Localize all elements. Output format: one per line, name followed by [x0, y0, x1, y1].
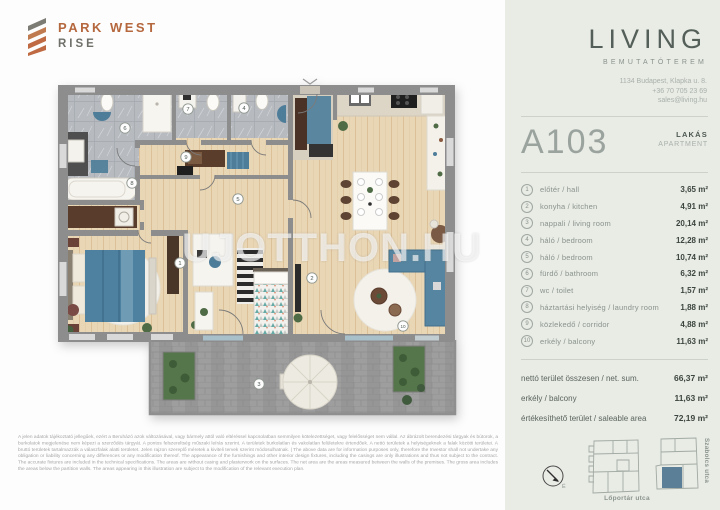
room-label: közlekedő / corridor: [540, 319, 610, 329]
plant: [142, 323, 152, 333]
divider: [521, 172, 708, 173]
email-line: sales@living.hu: [657, 97, 707, 104]
summary-row: [521, 388, 708, 408]
entry-wardrobe: [295, 98, 307, 150]
room-list-row: [521, 198, 708, 215]
room-area: 1,88 m²: [680, 302, 708, 312]
tv-board: [295, 264, 301, 312]
highlighted-unit: [662, 467, 682, 488]
room-area: 10,74 m²: [675, 252, 708, 262]
room-area: 12,28 m²: [675, 235, 708, 245]
room-number-badge: 2: [521, 201, 533, 213]
room-number-marker: [181, 152, 191, 162]
room-label: konyha / kitchen: [540, 202, 598, 212]
room-number-marker: [254, 379, 264, 389]
room-label: wc / toilet: [540, 286, 574, 296]
armchair-small: [67, 304, 79, 316]
room-list: [521, 182, 708, 350]
coffee-table: [389, 304, 401, 316]
room-label: erkély / balcony: [540, 336, 596, 346]
room-label: háló / bedroom: [540, 252, 593, 262]
entry-door: [300, 86, 320, 94]
apartment-type-en: APARTMENT: [658, 140, 708, 148]
room-list-row: [521, 316, 708, 333]
room-number-marker: [120, 123, 130, 133]
room-number-badge: 4: [521, 234, 533, 246]
room-list-row: [521, 215, 708, 232]
summary-label: értékesíthető terület / saleable area: [521, 413, 647, 423]
desk-chair: [209, 256, 221, 268]
divider: [521, 359, 708, 360]
site-building-left: [589, 440, 639, 493]
room-area: 4,91 m²: [680, 202, 708, 212]
room-list-row: [521, 232, 708, 249]
toilet: [101, 93, 113, 111]
room-number-marker: [127, 178, 137, 188]
floor-plan: [55, 73, 460, 422]
room-list-row: [521, 282, 708, 299]
apartment-type: [658, 130, 708, 148]
runner-rug: [227, 152, 249, 169]
svg-text:6: 6: [123, 126, 127, 132]
summary-value: 66,37 m²: [673, 373, 708, 384]
svg-text:3: 3: [257, 382, 261, 388]
showroom-address: [521, 77, 707, 106]
summary-row: [521, 408, 708, 428]
area-summary: [521, 368, 708, 428]
nightstand: [67, 238, 79, 247]
svg-text:7: 7: [186, 107, 190, 113]
svg-text:4: 4: [242, 106, 246, 112]
showroom-name: LIVING: [588, 24, 707, 54]
toilet-2: [256, 93, 268, 110]
phone-line: +36 70 705 23 69: [652, 87, 707, 95]
bed-small: [254, 284, 288, 338]
room-label: nappali / living room: [540, 218, 611, 228]
compass-label: É: [562, 484, 566, 490]
room-area: 11,63 m²: [676, 336, 708, 346]
apartment-header: [505, 117, 720, 162]
room-label: előtér / hall: [540, 185, 580, 195]
plant: [294, 314, 303, 323]
address-line: 1134 Budapest, Klapka u. 8.: [619, 78, 707, 85]
room-number-marker: [398, 321, 408, 331]
street-label-right: Szabolcs utca: [703, 438, 710, 484]
room-number-badge: 8: [521, 301, 533, 313]
room-label: háztartási helyiség / laundry room: [540, 302, 659, 312]
room-number-badge: 7: [521, 285, 533, 297]
plant: [338, 121, 348, 131]
shoe-cabinet: [309, 144, 333, 157]
wc-toilet: [207, 94, 219, 111]
room-number-badge: 6: [521, 268, 533, 280]
room-number-badge: 10: [521, 335, 533, 347]
plant: [402, 395, 412, 405]
room-number-marker: [307, 273, 317, 283]
bed-large: [85, 250, 145, 322]
street-label-bottom: Lőportár utca: [604, 495, 650, 502]
summary-label: erkély / balcony: [521, 393, 577, 403]
disclaimer-text: A jelen adatok tájékoztató jellegűek, ezért a Beruházó azok változásával, vagy bármely attól való eltéréssel kapcsolatban semmilyen kötelezettséget, vagy felelősséget nem vállal. Az ábrázolt berendezési tárgyak és bútorok, a burkolatok megjelenése nem képezi a szerződés tárgyát. A pontos felszereltség műszaki leírás szerint. A területek burkolatlan és vakolatlan felületekre értendőek. A nettó területek a helyiségeknek a falak közötti területei. A bruttó területek tartalmazzák a válaszfalak alatti területet. Jelen rajzon szereplő méretek a kiviteli tervek szerint módosulhatnak. | The above data are for information purposes only, therefore the Investor shall not undertake any obligation or liability concerning any differences or any modification thereof. The appearance of the furnishings and other interior design fixtures, including the casings are only illustrations and thus not subject to the contract. The accurate fixtures are included in the technical specifications. The areas are without casing and plasterwork on the surfaces. The net area are the areas measured between the walls of the premises. The gross area includes the areas below the partition walls. The areas appearing in this illustration are subject to the modification of the relevant execution plan.: [18, 434, 498, 472]
room-list-row: [521, 249, 708, 266]
room-number-badge: 5: [521, 251, 533, 263]
floor-lamp: [430, 220, 438, 228]
room-area: 1,57 m²: [680, 286, 708, 296]
showroom-block: [505, 0, 720, 106]
watermark: UJOTTHON.HU: [182, 226, 482, 270]
svg-text:8: 8: [130, 181, 134, 187]
room-label: háló / bedroom: [540, 235, 593, 245]
room-number-marker: [183, 104, 193, 114]
shower: [143, 92, 171, 132]
washing-machine: [115, 208, 133, 226]
room-area: 20,14 m²: [675, 218, 708, 228]
summary-value: 11,63 m²: [674, 393, 708, 404]
room-number-badge: 9: [521, 318, 533, 330]
room-list-row: [521, 333, 708, 350]
summary-value: 72,19 m²: [673, 413, 708, 424]
room-area: 3,65 m²: [680, 185, 708, 195]
site-building-right: [656, 438, 698, 489]
svg-text:5: 5: [236, 197, 240, 203]
plant: [417, 384, 425, 392]
svg-text:9: 9: [184, 155, 188, 161]
room-label: fürdő / bathroom: [540, 269, 599, 279]
balcony-glass-door: [345, 336, 393, 341]
bath-mat: [91, 160, 108, 173]
compass-icon: [543, 466, 566, 490]
bench: [149, 258, 156, 314]
room-list-row: [521, 265, 708, 282]
apartment-code: A103: [521, 122, 609, 161]
room-number-marker: [239, 103, 249, 113]
room-area: 4,88 m²: [680, 319, 708, 329]
balcony-glass-door: [203, 336, 243, 341]
room-number-badge: 3: [521, 217, 533, 229]
room-number-marker: [175, 258, 185, 268]
site-map: [505, 430, 720, 510]
entrance-chevron-icon: [303, 79, 317, 84]
room-area: 6,32 m²: [680, 269, 708, 279]
apartment-type-hu: LAKÁS: [676, 129, 708, 139]
brand-subname: RISE: [58, 38, 97, 50]
room-list-row: [521, 182, 708, 199]
room-list-row: [521, 299, 708, 316]
room-number-badge: 1: [521, 184, 533, 196]
room-number-marker: [233, 194, 243, 204]
entry-mat: [307, 96, 331, 144]
planter: [163, 352, 195, 400]
svg-text:10: 10: [400, 324, 406, 329]
svg-text:1: 1: [178, 261, 182, 267]
fridge: [421, 92, 443, 114]
svg-text:2: 2: [310, 276, 314, 282]
showroom-subtitle: BEMUTATÓTEREM: [603, 59, 707, 66]
summary-row: [521, 368, 708, 388]
summary-label: nettó terület összesen / net. sum.: [521, 373, 639, 383]
brand-name: PARK WEST: [58, 20, 158, 35]
